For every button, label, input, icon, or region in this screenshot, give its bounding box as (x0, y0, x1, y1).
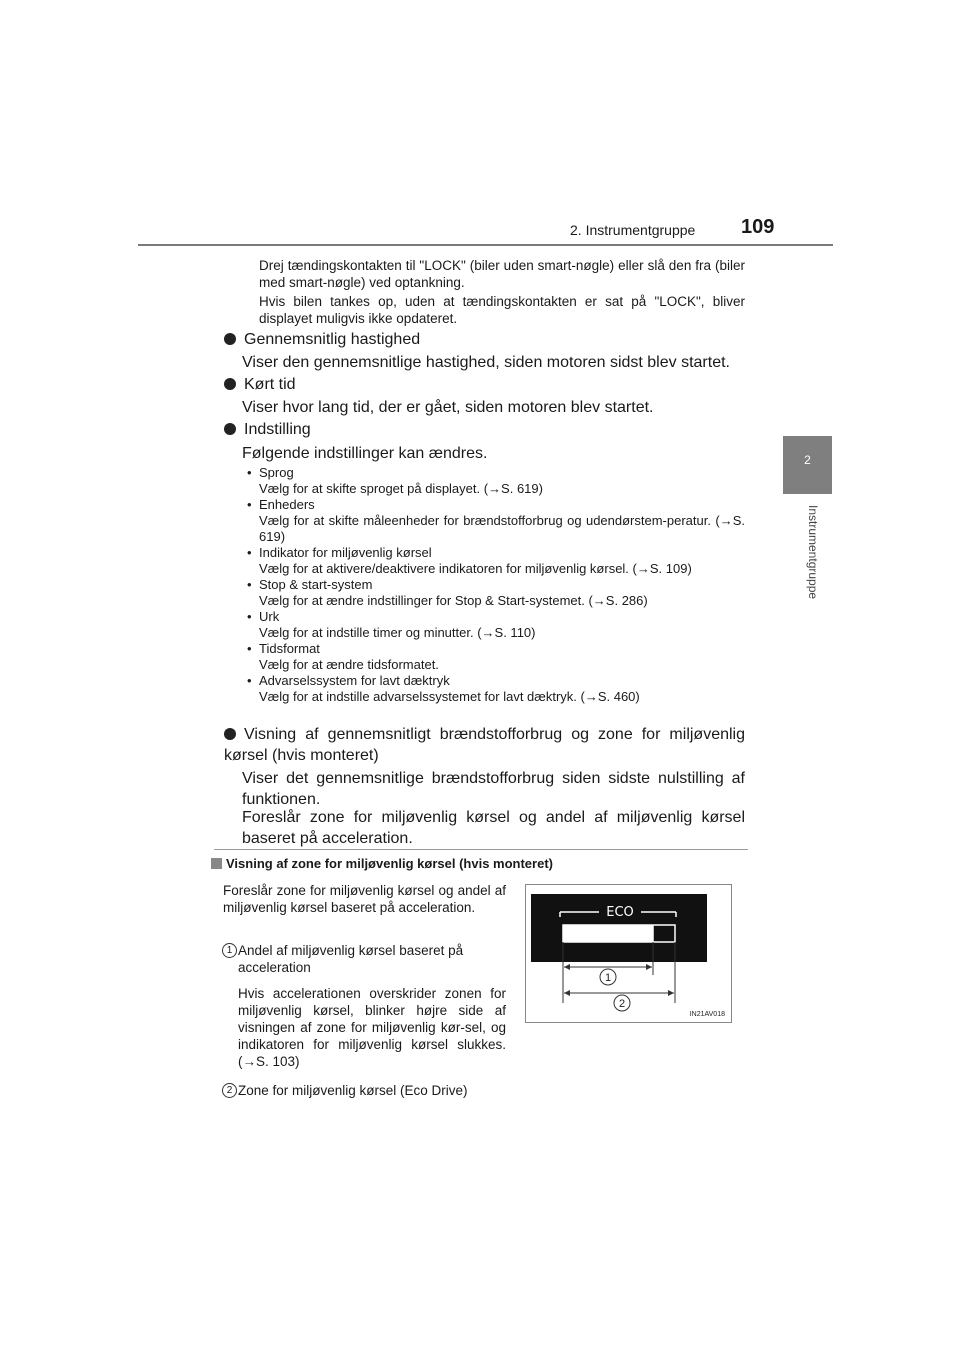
list-item: • Advarselssystem for lavt dæktryk Vælg for at indstille advarselssystemet for lavt dæktryk. (→S. 460) (243, 673, 745, 705)
list-item: • Enheders Vælg for at skifte måleenheder for brændstofforbrug og udendørstem-peratur. (→S. 619) (243, 497, 745, 545)
item-settings-text: Følgende indstillinger kan ændres. (242, 445, 488, 462)
item-eco-text-1: Viser det gennemsnitlige brændstofforbrug siden sidste nulstilling af funktionen. (242, 770, 745, 808)
arrow-head (564, 964, 570, 970)
eco-display-illustration (526, 885, 731, 1022)
note-2: Hvis bilen tankes op, uden at tændingskontakten er sat på "LOCK", bliver displayet muligvis ikke opdateret. (259, 294, 745, 326)
chapter-tab-label: Instrumentgruppe (806, 505, 820, 600)
item-eco-title: Visning af gennemsnitligt brændstofforbrug og zone for miljøvenlig kørsel (hvis monteret) (224, 726, 745, 764)
item-eco-text-2: Foreslår zone for miljøvenlig kørsel og andel af miljøvenlig kørsel baseret på acceleration. (242, 809, 745, 847)
bullet-icon (224, 728, 236, 740)
arrow-head (564, 990, 570, 996)
callout-2-label: 2 (618, 998, 626, 1010)
list-item: • Tidsformat Vælg for at ændre tidsformatet. (243, 641, 745, 673)
figure-code: IN21AV018 (689, 1011, 725, 1018)
list-item: • Stop & start-system Vælg for at ændre indstillinger for Stop & Start-systemet. (→S. 286) (243, 577, 745, 609)
arrow-head (646, 964, 652, 970)
arrow-head (668, 990, 674, 996)
point-1: Andel af miljøvenlig kørsel baseret på acceleration (238, 943, 464, 975)
bullet-icon (224, 423, 236, 435)
callout-2-icon: 2 (222, 1083, 237, 1098)
item-avg-speed-title: Gennemsnitlig hastighed (224, 329, 744, 350)
page-number: 109 (741, 216, 775, 238)
callout-1-icon: 1 (222, 943, 237, 958)
item-avg-speed-text: Viser den gennemsnitlige hastighed, siden motoren sidst blev startet. (242, 354, 730, 371)
section-intro: Foreslår zone for miljøvenlig kørsel og andel af miljøvenlig kørsel baseret på acceleration. (223, 883, 506, 915)
item-settings-title: Indstilling (224, 419, 744, 440)
section-divider (214, 849, 748, 850)
header-divider (138, 244, 833, 246)
point-1-detail: Hvis accelerationen overskrider zonen for miljøvenlig kørsel, blinker højre side af visningen af zone for miljøvenlig kør-sel, og indikatoren for miljøvenlig kørsel slukkes. (→S. 103) (238, 986, 506, 1069)
chapter-tab: 2 (783, 436, 832, 494)
list-item: • Indikator for miljøvenlig kørsel Vælg for at aktivere/deaktivere indikatoren for miljøvenlig kørsel. (→S. 109) (243, 545, 745, 577)
bullet-icon (224, 333, 236, 345)
eco-bar-fill (563, 925, 653, 942)
item-drive-time-text: Viser hvor lang tid, der er gået, siden motoren blev startet. (242, 399, 654, 416)
section-title: 2. Instrumentgruppe (570, 222, 696, 238)
eco-zone-figure (525, 884, 732, 1023)
item-drive-time-title: Kørt tid (224, 374, 744, 395)
callout-1-label: 1 (604, 972, 612, 984)
point-2: Zone for miljøvenlig kørsel (Eco Drive) (238, 1083, 468, 1098)
settings-list (243, 465, 745, 705)
list-item: • Sprog Vælg for at skifte sproget på displayet. (→S. 619) (243, 465, 745, 497)
list-item: • Urk Vælg for at indstille timer og minutter. (→S. 110) (243, 609, 745, 641)
eco-label: ECO (606, 905, 634, 920)
bullet-icon (224, 378, 236, 390)
square-bullet-icon (211, 858, 222, 869)
section-heading: Visning af zone for miljøvenlig kørsel (hvis monteret) (211, 856, 751, 871)
note-1: Drej tændingskontakten til "LOCK" (biler uden smart-nøgle) eller slå den fra (biler med smart-nøgle) ved optankning. (259, 258, 745, 290)
